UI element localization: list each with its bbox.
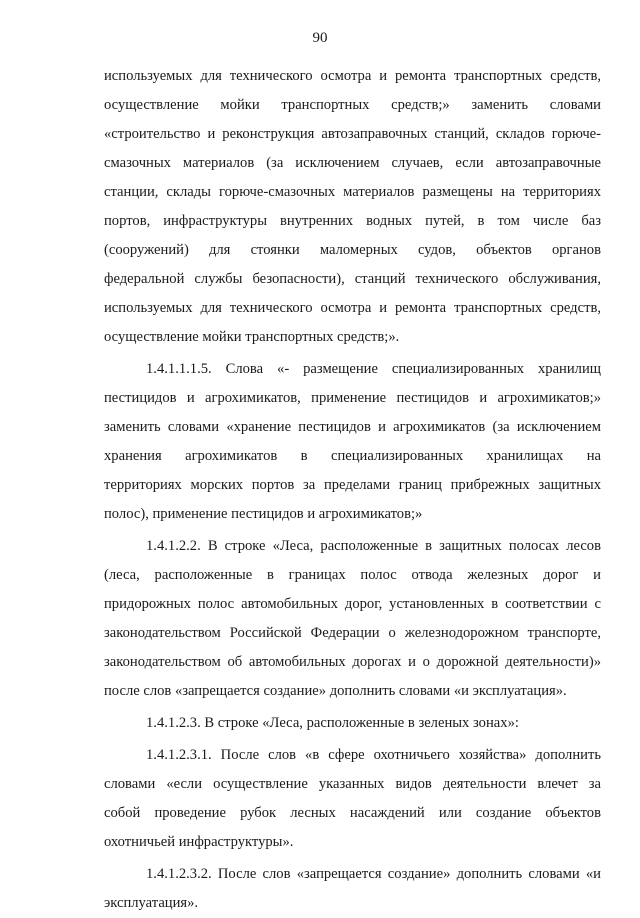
paragraph [104,860,601,918]
paragraph [104,62,601,352]
text-line: (леса, расположенные в границах полос отвода железных дорог и [104,567,601,583]
text-line: 1.4.1.1.1.5. Слова «- размещение специализированных хранилищ [146,361,601,377]
text-line: 1.4.1.2.3.2. После слов «запрещается создание» дополнить словами «и [146,866,601,882]
paragraph [104,355,601,529]
text-line: территориях морских портов за пределами границ прибрежных защитных [104,477,601,493]
text-line: осуществление мойки транспортных средств;» заменить словами [104,97,601,113]
text-line: охотничьей инфраструктуры». [104,834,294,850]
text-line: 1.4.1.2.2. В строке «Леса, расположенные в защитных полосах лесов [146,538,601,554]
paragraph [104,741,601,857]
text-line: используемых для технического осмотра и ремонта транспортных средств, [104,68,601,84]
paragraph [104,709,601,738]
text-line: хранения агрохимикатов в специализированных хранилищах на [104,448,601,464]
text-line: используемых для технического осмотра и ремонта транспортных средств, [104,300,601,316]
text-line: собой проведение рубок лесных насаждений или создание объектов [104,805,601,821]
text-line: законодательством об автомобильных дорогах и о дорожной деятельности)» [104,654,601,670]
text-line: после слов «запрещается создание» дополнить словами «и эксплуатация». [104,683,567,699]
paragraph [104,532,601,706]
text-line: 1.4.1.2.3. В строке «Леса, расположенные в зеленых зонах»: [146,715,519,731]
text-line: 1.4.1.2.3.1. После слов «в сфере охотничьего хозяйства» дополнить [146,747,601,763]
text-line: полос), применение пестицидов и агрохимикатов;» [104,506,423,522]
text-line: заменить словами «хранение пестицидов и агрохимикатов (за исключением [104,419,601,435]
text-line: словами «если осуществление указанных видов деятельности влечет за [104,776,601,792]
page-number: 90 [312,30,328,46]
text-line: смазочных материалов (за исключением случаев, если автозаправочные [104,155,601,171]
text-line: федеральной службы безопасности), станций технического обслуживания, [104,271,601,287]
text-line: осуществление мойки транспортных средств;». [104,329,400,345]
text-line: придорожных полос автомобильных дорог, установленных в соответствии с [104,596,601,612]
text-line: станции, склады горюче-смазочных материалов размещены на территориях [104,184,601,200]
text-line: пестицидов и агрохимикатов, применение пестицидов и агрохимикатов;» [104,390,601,406]
text-line: портов, инфраструктуры внутренних водных путей, в том числе баз [104,213,601,229]
text-line: «строительство и реконструкция автозаправочных станций, складов горюче- [104,126,601,142]
text-line: (сооружений) для стоянки маломерных судов, объектов органов [104,242,601,258]
text-line: эксплуатация». [104,895,199,911]
text-line: законодательством Российской Федерации о железнодорожном транспорте, [104,625,601,641]
document-body [104,62,601,918]
